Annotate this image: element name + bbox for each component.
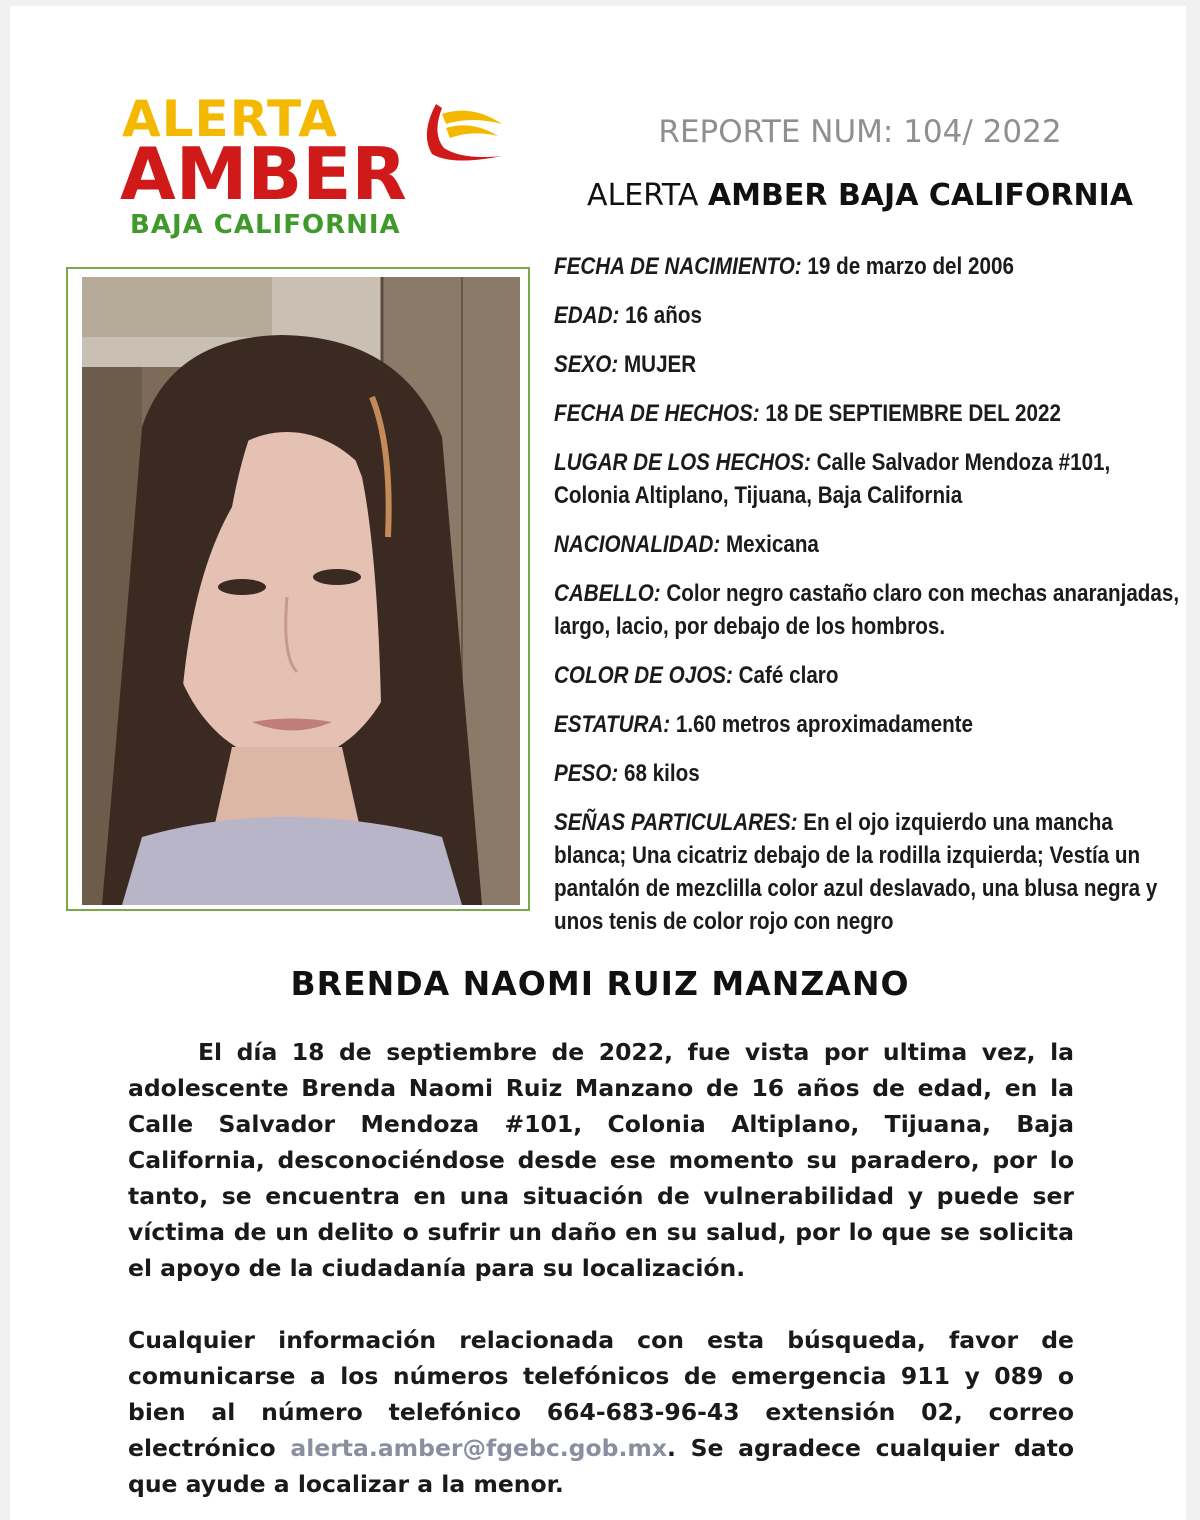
alert-title-prefix: ALERTA — [587, 178, 708, 213]
person-name: BRENDA NAOMI RUIZ MANZANO — [290, 964, 910, 1003]
report-number: REPORTE NUM: 104/ 2022 — [658, 114, 1062, 150]
field-value: Café claro — [732, 662, 839, 689]
field-nacionalidad — [554, 528, 1184, 561]
field-label: NACIONALIDAD: — [554, 531, 721, 558]
logo-line-amber: AMBER — [120, 132, 407, 216]
alert-title — [570, 178, 1150, 213]
field-value: 68 kilos — [618, 760, 700, 787]
field-label: ESTATURA: — [554, 711, 671, 738]
field-cabello — [554, 577, 1184, 643]
field-label: SEXO: — [554, 351, 619, 378]
description-paragraph: El día 18 de septiembre de 2022, fue vista por ultima vez, la adolescente Brenda Naomi Ruiz Manzano de 16 años de edad, en la Calle Salvador Mendoza #101, Colonia Altiplano, Tijuana, Baja California, desconociéndose desde ese momento su paradero, por lo tanto, se encuentra en una situación de vulnerabilidad y puede ser víctima de un delito o sufrir un daño en su salud, por lo que se solicita el apoyo de la ciudadanía para su localización. — [128, 1038, 1074, 1282]
field-value: 18 DE SEPTIEMBRE DEL 2022 — [759, 400, 1061, 427]
alert-poster — [10, 6, 1186, 1520]
field-value: 16 años — [619, 302, 702, 329]
field-label: SEÑAS PARTICULARES: — [554, 809, 798, 836]
photo-frame — [66, 267, 530, 911]
field-lugar-hechos — [554, 446, 1184, 512]
field-label: FECHA DE HECHOS: — [554, 400, 760, 427]
alert-title-bold: AMBER BAJA CALIFORNIA — [707, 178, 1133, 213]
field-value: En el ojo izquierdo una mancha blanca; Una cicatriz debajo de la rodilla izquierda; Vestía un pantalón de mezclilla color azul deslavado, una blusa negra y unos tenis de color rojo con negro — [554, 809, 1158, 935]
field-label: PESO: — [554, 760, 619, 787]
alerta-amber-logo — [120, 90, 522, 254]
field-fecha-hechos — [554, 397, 1184, 430]
contact-paragraph — [128, 1322, 1074, 1502]
field-color-ojos — [554, 659, 1184, 692]
field-label: CABELLO: — [554, 580, 661, 607]
missing-person-photo — [82, 277, 520, 905]
field-value: Calle Salvador Mendoza #101, Colonia Altiplano, Tijuana, Baja California — [554, 449, 1111, 509]
contact-text-end: . Se agradece cualquier dato que ayude a localizar a la menor. — [128, 1434, 1074, 1498]
field-sexo — [554, 348, 1184, 381]
field-label: EDAD: — [554, 302, 620, 329]
portrait-image — [82, 277, 520, 905]
field-senas-particulares — [554, 806, 1184, 938]
logo-line-alerta: ALERTA — [122, 90, 338, 148]
field-fecha-nacimiento — [554, 250, 1184, 283]
logo-swoosh-icon — [402, 94, 522, 194]
field-value: Mexicana — [720, 531, 819, 558]
field-label: COLOR DE OJOS: — [554, 662, 733, 689]
field-label: FECHA DE NACIMIENTO: — [554, 253, 802, 280]
logo-line-region: BAJA CALIFORNIA — [130, 210, 401, 240]
field-peso — [554, 757, 1184, 790]
field-value: 19 de marzo del 2006 — [801, 253, 1014, 280]
field-value: Color negro castaño claro con mechas anaranjadas, largo, lacio, por debajo de los hombros. — [554, 580, 1180, 640]
contact-email-link[interactable]: alerta.amber@fgebc.gob.mx — [290, 1434, 668, 1462]
field-estatura — [554, 708, 1184, 741]
field-label: LUGAR DE LOS HECHOS: — [554, 449, 811, 476]
contact-text: Cualquier información relacionada con esta búsqueda, favor de comunicarse a los números telefónicos de emergencia 911 y 089 o bien al número telefónico 664-683-96-43 extensión 02, correo electrónico — [128, 1326, 1074, 1462]
field-edad — [554, 299, 1184, 332]
field-value: 1.60 metros aproximadamente — [670, 711, 974, 738]
field-value: MUJER — [618, 351, 697, 378]
